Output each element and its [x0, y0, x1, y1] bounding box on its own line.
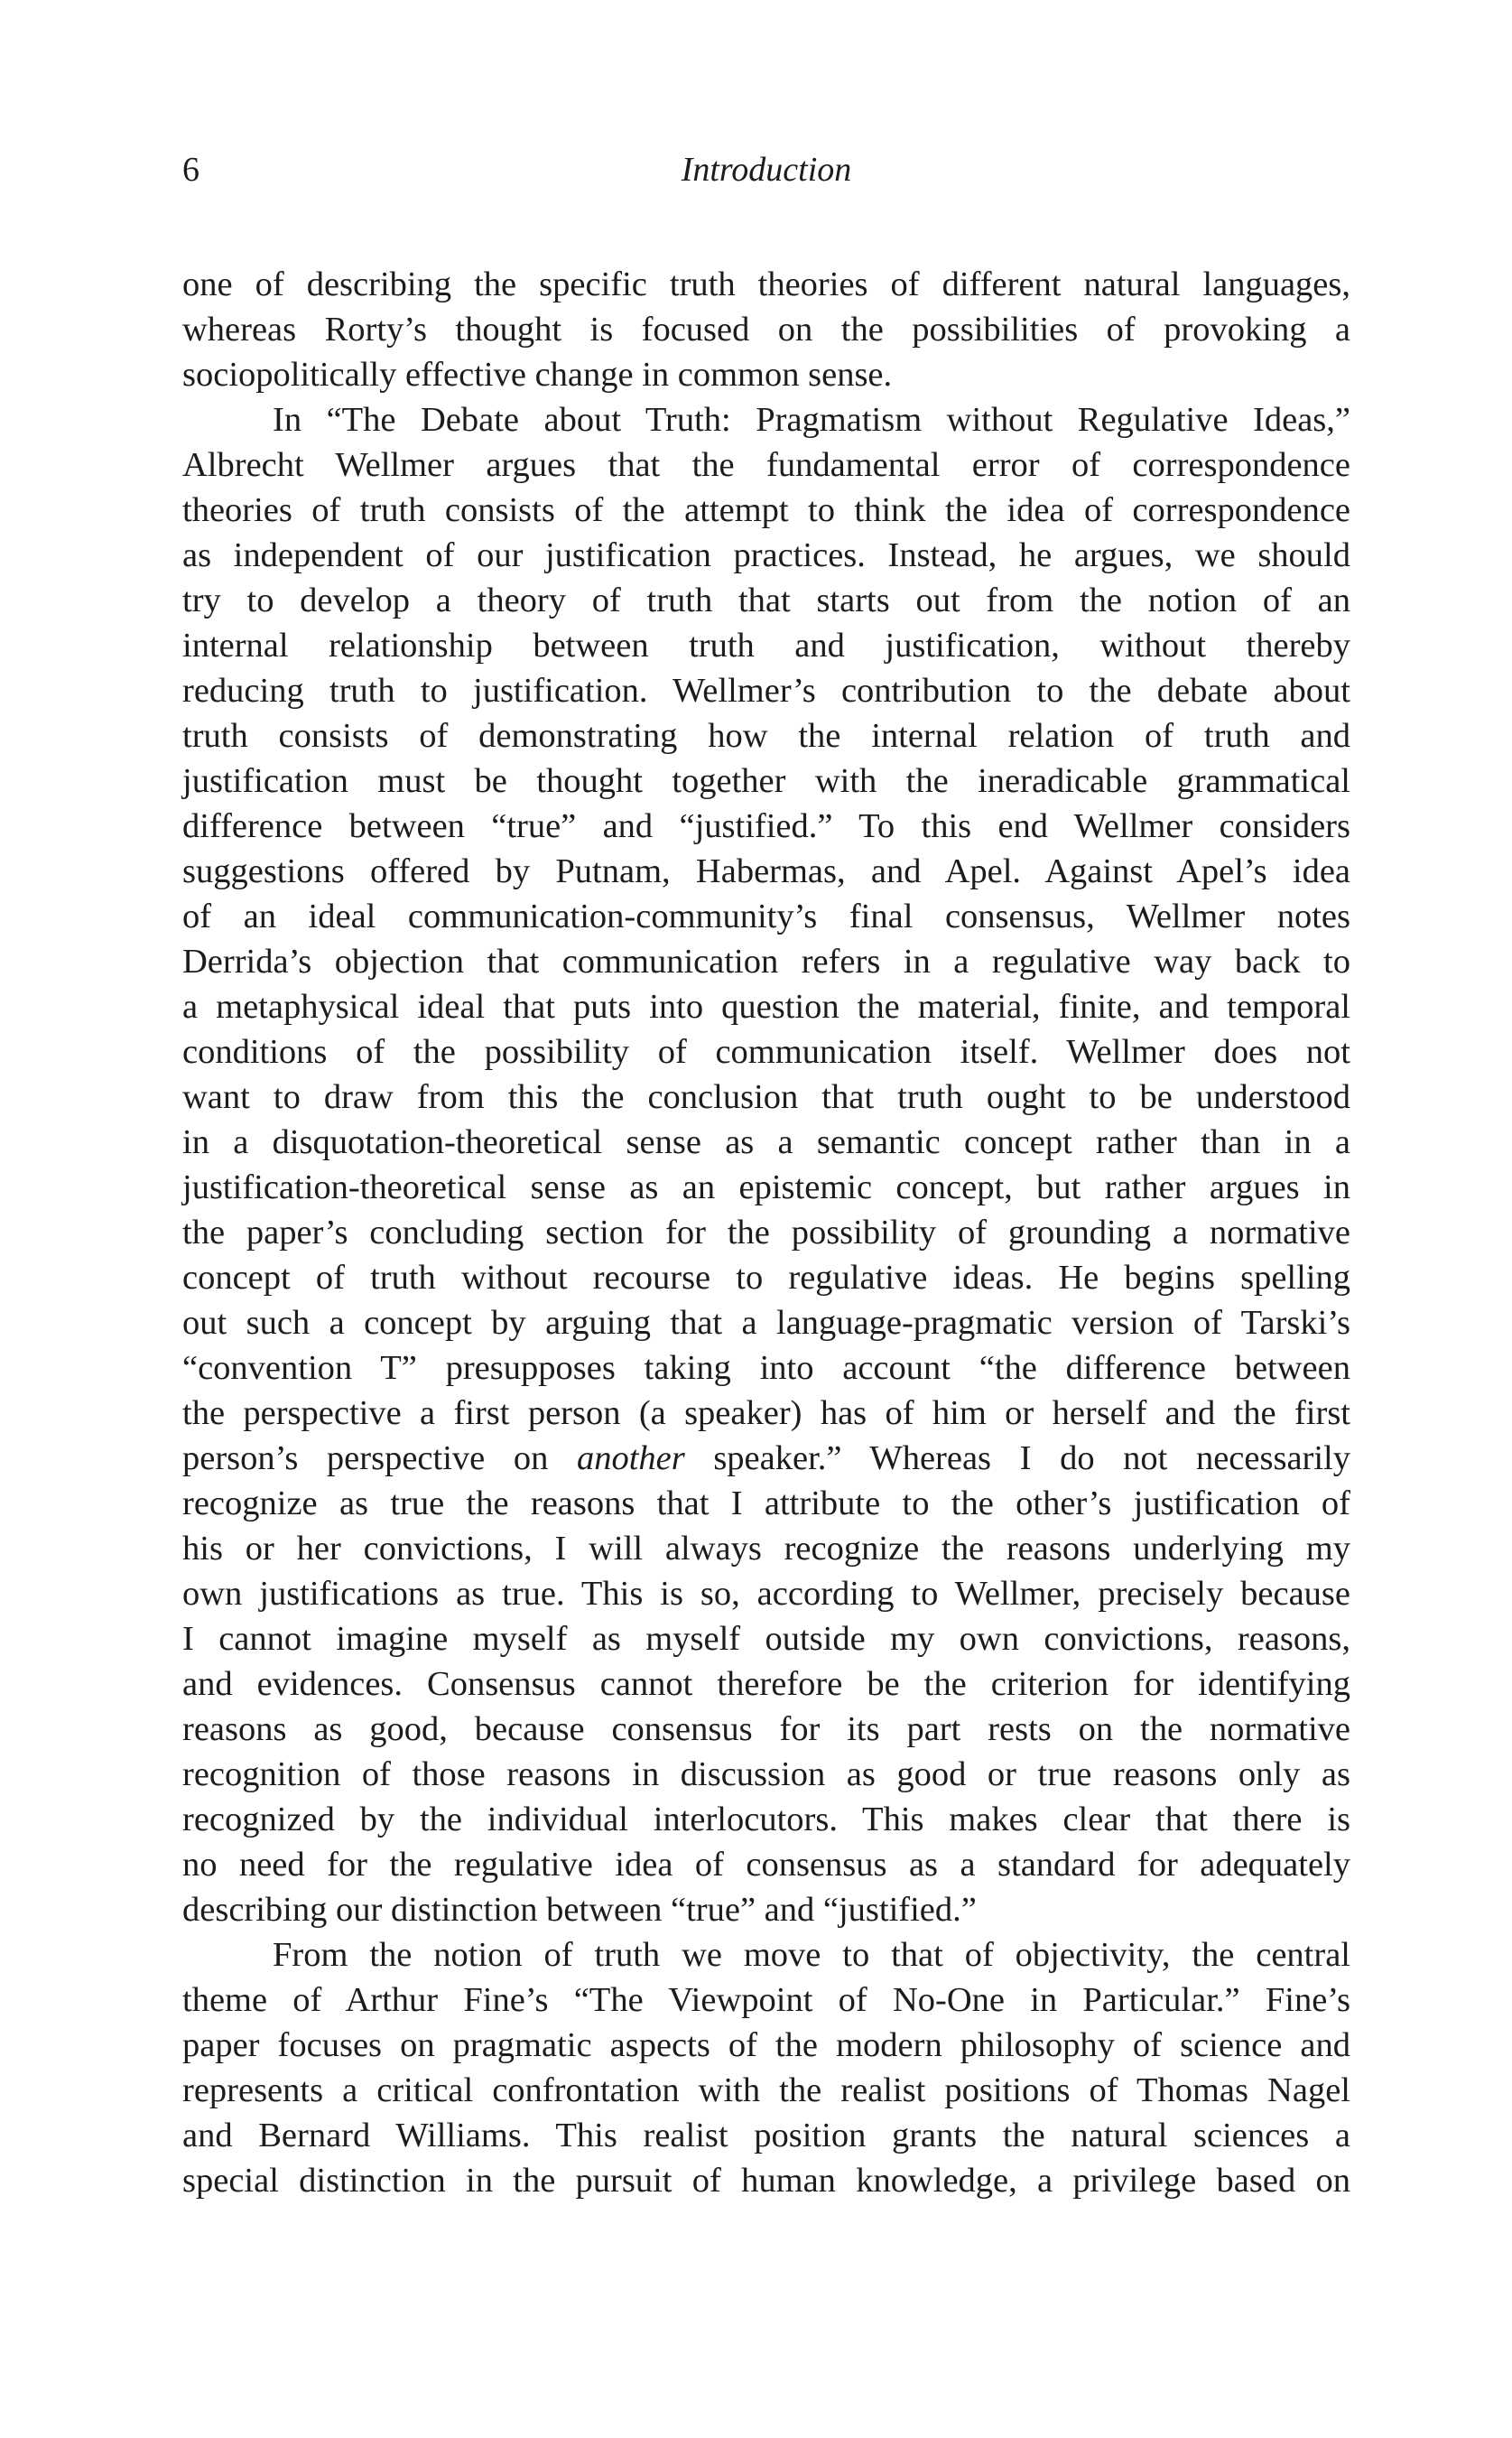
- text-segment: speaker.” Whereas I do not necessarily: [684, 1439, 1350, 1477]
- text-line: no need for the regulative idea of consensus as a standard for adequately: [182, 1846, 1350, 1884]
- text-line-with-emphasis: [182, 1436, 1350, 1481]
- text-segment: person’s perspective on: [182, 1439, 577, 1477]
- text-line: From the notion of truth we move to that of objectivity, the central: [273, 1936, 1350, 1974]
- text-line: reducing truth to justification. Wellmer’s contribution to the debate about: [182, 672, 1350, 710]
- text-line: represents a critical confrontation with the realist positions of Thomas Nagel: [182, 2071, 1350, 2109]
- text-line: out such a concept by arguing that a language-pragmatic version of Tarski’s: [182, 1304, 1350, 1342]
- text-line: sociopolitically effective change in common sense.: [182, 356, 893, 394]
- running-head: [182, 144, 1350, 195]
- text-line: theories of truth consists of the attempt to think the idea of correspondence: [182, 491, 1350, 529]
- text-line: difference between “true” and “justified.” To this end Wellmer considers: [182, 807, 1350, 845]
- text-line: a metaphysical ideal that puts into question the material, finite, and temporal: [182, 988, 1350, 1026]
- text-line: in a disquotation-theoretical sense as a semantic concept rather than in a: [182, 1123, 1350, 1161]
- text-line: I cannot imagine myself as myself outside my own convictions, reasons,: [182, 1620, 1350, 1658]
- text-line: suggestions offered by Putnam, Habermas, and Apel. Against Apel’s idea: [182, 852, 1350, 890]
- text-line: reasons as good, because consensus for its part rests on the normative: [182, 1710, 1350, 1748]
- text-line: and evidences. Consensus cannot therefore be the criterion for identifying: [182, 1665, 1350, 1703]
- text-line: justification must be thought together with the ineradicable grammatical: [182, 762, 1350, 800]
- page-number: 6: [182, 151, 199, 189]
- text-line: conditions of the possibility of communication itself. Wellmer does not: [182, 1033, 1350, 1071]
- text-line: try to develop a theory of truth that starts out from the notion of an: [182, 582, 1350, 619]
- text-line: Derrida’s objection that communication refers in a regulative way back to: [182, 943, 1350, 981]
- text-line: “convention T” presupposes taking into account “the difference between: [182, 1349, 1350, 1387]
- text-line: recognition of those reasons in discussion as good or true reasons only as: [182, 1755, 1350, 1793]
- emphasized-word: another: [576, 1439, 685, 1477]
- text-line: truth consists of demonstrating how the internal relation of truth and: [182, 717, 1350, 755]
- text-line: In “The Debate about Truth: Pragmatism without Regulative Ideas,”: [273, 401, 1350, 439]
- text-line: theme of Arthur Fine’s “The Viewpoint of No-One in Particular.” Fine’s: [182, 1981, 1350, 2019]
- text-line: describing our distinction between “true” and “justified.”: [182, 1891, 977, 1929]
- text-line: of an ideal communication-community’s final consensus, Wellmer notes: [182, 898, 1350, 935]
- text-line: the perspective a first person (a speaker) has of him or herself and the first: [182, 1394, 1350, 1432]
- text-line: Albrecht Wellmer argues that the fundamental error of correspondence: [182, 446, 1350, 484]
- text-line: recognize as true the reasons that I attribute to the other’s justification of: [182, 1484, 1350, 1522]
- text-line: recognized by the individual interlocutors. This makes clear that there is: [182, 1801, 1350, 1838]
- text-line: special distinction in the pursuit of human knowledge, a privilege based on: [182, 2162, 1350, 2200]
- running-title: Introduction: [681, 151, 852, 189]
- text-line: paper focuses on pragmatic aspects of the modern philosophy of science and: [182, 2026, 1350, 2064]
- text-line: and Bernard Williams. This realist position grants the natural sciences a: [182, 2117, 1350, 2154]
- text-line: justification-theoretical sense as an epistemic concept, but rather argues in: [182, 1168, 1350, 1206]
- text-line: internal relationship between truth and justification, without thereby: [182, 627, 1350, 665]
- text-line: as independent of our justification practices. Instead, he argues, we should: [182, 536, 1350, 574]
- text-line: the paper’s concluding section for the possibility of grounding a normative: [182, 1214, 1350, 1252]
- text-line: his or her convictions, I will always recognize the reasons underlying my: [182, 1530, 1350, 1568]
- text-line: want to draw from this the conclusion that truth ought to be understood: [182, 1078, 1350, 1116]
- body-text: [182, 262, 1350, 2203]
- text-line: concept of truth without recourse to regulative ideas. He begins spelling: [182, 1259, 1350, 1297]
- text-line: whereas Rorty’s thought is focused on the possibilities of provoking a: [182, 311, 1350, 349]
- text-line: one of describing the specific truth theories of different natural languages,: [182, 265, 1350, 303]
- text-line: own justifications as true. This is so, according to Wellmer, precisely because: [182, 1575, 1350, 1613]
